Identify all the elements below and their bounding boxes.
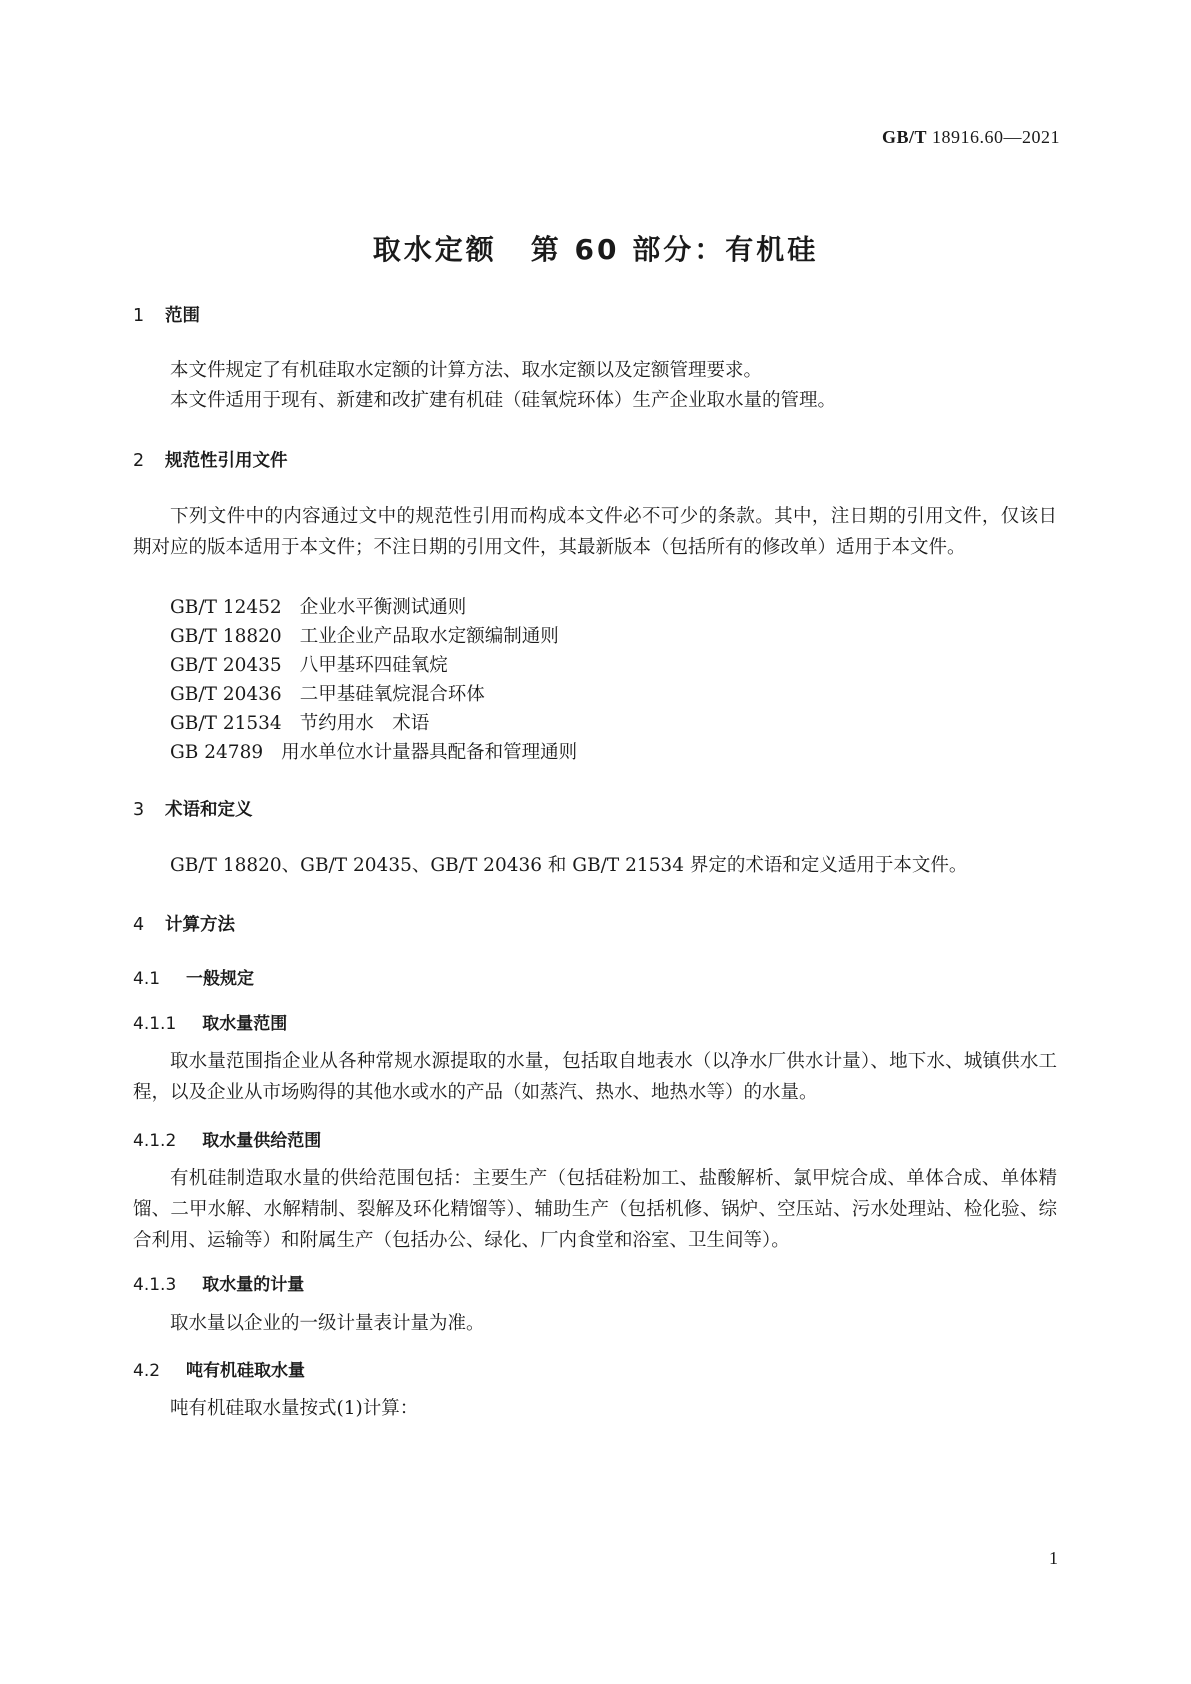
section-1-heading <box>133 302 200 327</box>
subsection-4-1-heading <box>133 964 254 989</box>
reference-item <box>170 593 466 619</box>
subsection-4-1-3-paragraph: 取水量以企业的一级计量表计量为准。 <box>170 1313 485 1334</box>
section-2-heading <box>133 447 288 472</box>
reference-title: 二甲基硅氧烷混合环体 <box>299 684 485 705</box>
reference-code: GB/T 21534 <box>170 713 282 734</box>
reference-code: GB 24789 <box>170 742 264 763</box>
section-number: 4 <box>133 915 145 935</box>
standard-number <box>882 127 1060 148</box>
subsection-title: 一般规定 <box>186 969 255 989</box>
reference-item <box>170 622 559 648</box>
section-1-paragraph-1: 本文件规定了有机硅取水定额的计算方法、取水定额以及定额管理要求。 <box>170 360 763 381</box>
section-title: 规范性引用文件 <box>165 451 288 471</box>
standard-prefix: GB/T <box>881 127 927 147</box>
subsection-4-1-2-heading <box>133 1126 321 1151</box>
reference-code: GB/T 12452 <box>170 597 282 618</box>
subsection-4-1-3-heading <box>133 1270 304 1295</box>
subsection-number: 4.2 <box>133 1361 161 1381</box>
section-title: 术语和定义 <box>165 800 253 820</box>
reference-code: GB/T 20435 <box>170 655 282 676</box>
reference-item <box>170 738 577 764</box>
subsection-4-2-heading <box>133 1356 305 1381</box>
section-number: 3 <box>133 800 145 820</box>
section-2-intro: 下列文件中的内容通过文中的规范性引用而构成本文件必不可少的条款。其中，注日期的引用文件，仅该日期对应的版本适用于本文件；不注日期的引用文件，其最新版本（包括所有的修改单）适用于本文件。 <box>133 506 1057 558</box>
section-number: 2 <box>133 451 145 471</box>
subsection-title: 取水量供给范围 <box>202 1131 322 1151</box>
section-3-paragraph: GB/T 18820、GB/T 20435、GB/T 20436 和 GB/T 21534 界定的术语和定义适用于本文件。 <box>170 855 968 876</box>
section-number: 1 <box>133 306 145 326</box>
subsection-4-1-1-heading <box>133 1009 287 1034</box>
subsection-number: 4.1 <box>133 969 161 989</box>
reference-item <box>170 651 448 677</box>
reference-title: 节约用水 术语 <box>299 713 430 734</box>
title-part2: 第 60 部分：有机硅 <box>530 233 819 266</box>
reference-item <box>170 709 429 735</box>
section-title: 计算方法 <box>165 915 235 935</box>
subsection-title: 取水量的计量 <box>202 1275 305 1295</box>
reference-title: 工业企业产品取水定额编制通则 <box>299 626 559 647</box>
reference-code: GB/T 20436 <box>170 684 282 705</box>
reference-title: 企业水平衡测试通则 <box>299 597 467 618</box>
reference-item <box>170 680 485 706</box>
subsection-number: 4.1.1 <box>133 1014 177 1034</box>
standard-code: 18916.60—2021 <box>932 127 1060 147</box>
reference-code: GB/T 18820 <box>170 626 282 647</box>
subsection-title: 吨有机硅取水量 <box>186 1361 306 1381</box>
section-title: 范围 <box>165 306 200 326</box>
subsection-4-2-paragraph: 吨有机硅取水量按式(1)计算： <box>170 1398 419 1419</box>
page-number: 1 <box>1049 1548 1058 1568</box>
section-3-heading <box>133 796 253 821</box>
subsection-number: 4.1.3 <box>133 1275 177 1295</box>
subsection-title: 取水量范围 <box>202 1014 288 1034</box>
reference-title: 八甲基环四硅氧烷 <box>299 655 448 676</box>
subsection-4-1-2-paragraph: 有机硅制造取水量的供给范围包括：主要生产（包括硅粉加工、盐酸解析、氯甲烷合成、单体合成、单体精馏、二甲水解、水解精制、裂解及环化精馏等）、辅助生产（包括机修、锅炉、空压站、污水处理站、检化验、综合利用、运输等）和附属生产（包括办公、绿化、厂内食堂和浴室、卫生间等）。 <box>133 1168 1057 1251</box>
reference-title: 用水单位水计量器具配备和管理通则 <box>281 742 578 763</box>
title-part1: 取水定额 <box>372 233 497 266</box>
section-1-paragraph-2: 本文件适用于现有、新建和改扩建有机硅（硅氧烷环体）生产企业取水量的管理。 <box>170 390 837 411</box>
subsection-number: 4.1.2 <box>133 1131 177 1151</box>
document-title <box>0 228 1191 268</box>
section-4-heading <box>133 911 235 936</box>
subsection-4-1-1-paragraph: 取水量范围指企业从各种常规水源提取的水量，包括取自地表水（以净水厂供水计量）、地下水、城镇供水工程，以及企业从市场购得的其他水或水的产品（如蒸汽、热水、地热水等）的水量。 <box>133 1051 1057 1103</box>
